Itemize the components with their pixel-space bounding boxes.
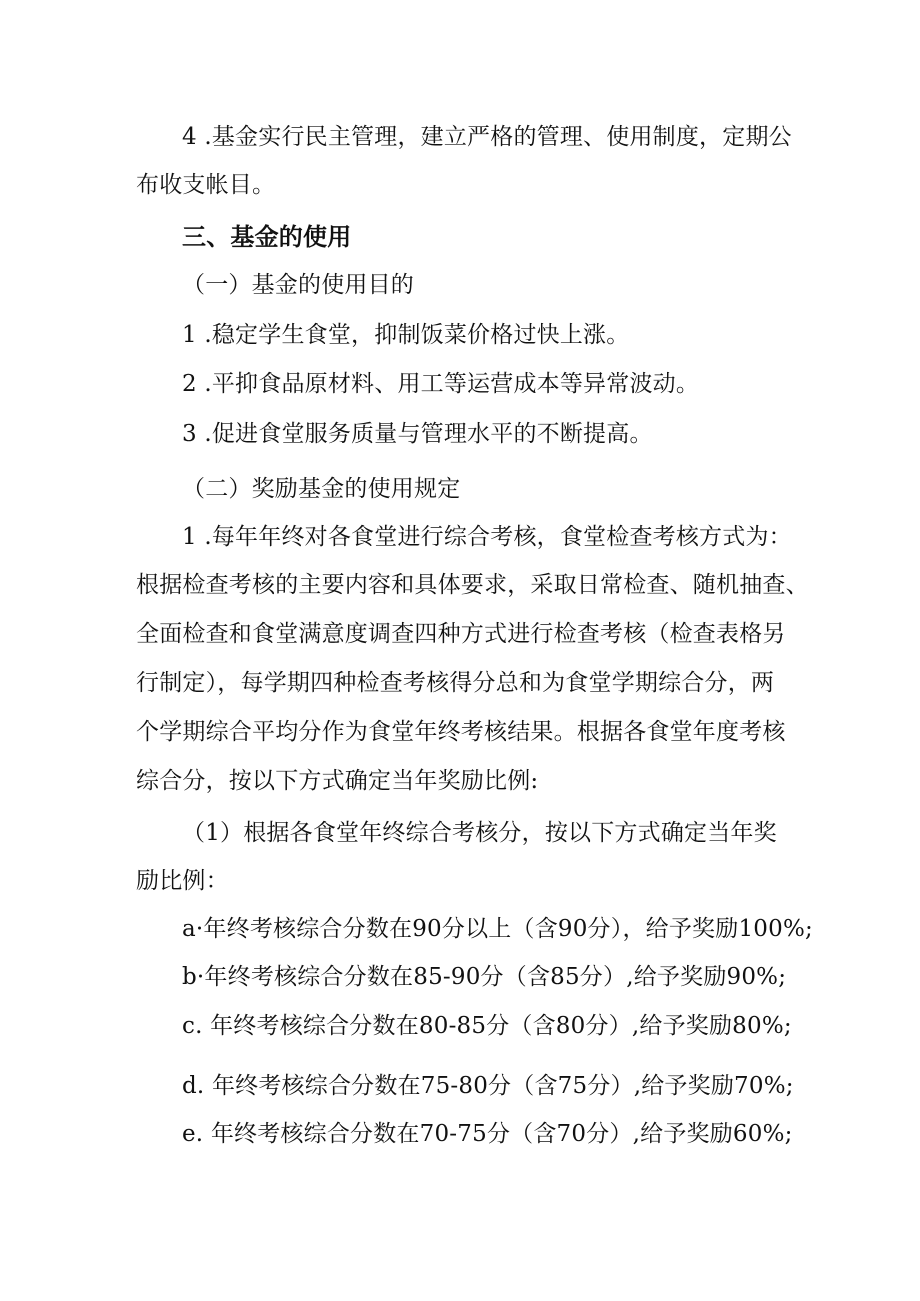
rule-1-line-3: 全面检查和食堂满意度调查四种方式进行检查考核（检查表格另	[136, 621, 786, 647]
rule-1-line-1: 1 .每年年终对各食堂进行综合考核，食堂检查考核方式为：	[182, 524, 792, 550]
grade-d: d. 年终考核综合分数在75-80分（含75分）,给予奖励70%;	[182, 1073, 794, 1099]
grade-b: b·年终考核综合分数在85-90分（含85分）,给予奖励90%;	[182, 964, 787, 990]
paragraph-4-line-2: 布收支帐目。	[136, 172, 276, 198]
rule-1-line-6: 综合分，按以下方式确定当年奖励比例:	[136, 768, 539, 794]
rule-1-line-5: 个学期综合平均分作为食堂年终考核结果。根据各食堂年度考核	[136, 719, 786, 745]
subsection-1-heading: （一）基金的使用目的	[182, 272, 414, 298]
purpose-item-1: 1 .稳定学生食堂，抑制饭菜价格过快上涨。	[182, 322, 630, 348]
grade-a: a·年终考核综合分数在90分以上（含90分），给予奖励100%;	[182, 916, 813, 942]
paragraph-4-line-1: 4 .基金实行民主管理，建立严格的管理、使用制度，定期公	[182, 124, 792, 150]
purpose-item-2: 2 .平抑食品原材料、用工等运营成本等异常波动。	[182, 371, 700, 397]
grade-c: c. 年终考核综合分数在80-85分（含80分）,给予奖励80%;	[182, 1013, 792, 1039]
section-3-heading: 三、基金的使用	[182, 223, 352, 251]
purpose-item-3: 3 .促进食堂服务质量与管理水平的不断提高。	[182, 421, 653, 447]
rule-1-line-4: 行制定），每学期四种检查考核得分总和为食堂学期综合分，两	[136, 670, 775, 696]
rule-1-sub-line-1: （1）根据各食堂年终综合考核分，按以下方式确定当年奖	[182, 820, 777, 846]
grade-e: e. 年终考核综合分数在70-75分（含70分）,给予奖励60%;	[182, 1121, 793, 1147]
rule-1-line-2: 根据检查考核的主要内容和具体要求，采取日常检查、随机抽查、	[136, 572, 809, 598]
subsection-2-heading: （二）奖励基金的使用规定	[182, 476, 461, 502]
rule-1-sub-line-2: 励比例：	[136, 868, 229, 894]
